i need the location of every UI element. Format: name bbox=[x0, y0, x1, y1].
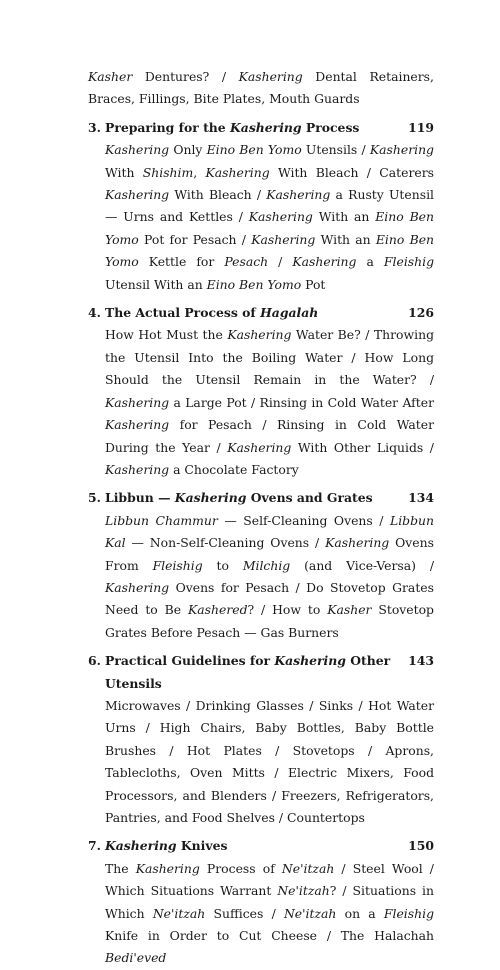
entry-number: 7. bbox=[88, 838, 101, 854]
entry-title: Practical Guidelines for Kashering Other Utensils bbox=[105, 653, 391, 691]
toc-entry-heading[interactable] bbox=[88, 487, 434, 509]
entry-title: Preparing for the Kashering Process bbox=[105, 119, 360, 135]
entry-description: Libbun Chammur — Self-Cleaning Ovens / Libbun Kal — Non-Self-Cleaning Ovens / Kashering Ovens From Fleishig to Milchig (and Vice-Versa) / Kashering Ovens for Pesach / Do Stovetop Grates Need to Be Kashered? / How to Kasher Stovetop Grates Before Pesach — Gas Burners bbox=[105, 512, 434, 640]
continued-entry-text: Kasher Dentures? / Kashering Dental Retainers, Braces, Fillings, Bite Plates, Mouth Guards bbox=[88, 69, 434, 107]
toc-entry-3 bbox=[88, 117, 434, 296]
table-of-contents bbox=[88, 66, 434, 970]
entry-title: Libbun — Kashering Ovens and Grates bbox=[105, 490, 373, 506]
entry-description: Kashering Only Eino Ben Yomo Utensils / Kashering With Shishim, Kashering With Bleach / Caterers Kashering With Bleach / Kashering a Rusty Utensil — Urns and Kettles / Kashering With an Eino Ben Yomo Pot for Pesach / Kashering With an Eino Ben Yomo Kettle for Pesach / Kashering a Fleishig Utensil With an Eino Ben Yomo Pot bbox=[105, 142, 435, 292]
toc-entry-5 bbox=[88, 487, 434, 644]
entry-description: The Kashering Process of Ne'itzah / Steel Wool / Which Situations Warrant Ne'itzah? / Situations in Which Ne'itzah Suffices / Ne'itzah on a Fleishig Knife in Order to Cut Cheese / The Halachah Bedi'eved bbox=[105, 860, 434, 966]
toc-entry-heading[interactable] bbox=[88, 835, 434, 857]
toc-entry-heading[interactable] bbox=[88, 650, 434, 695]
entry-description: How Hot Must the Kashering Water Be? / Throwing the Utensil Into the Boiling Water / How Long Should the Utensil Remain in the Water? / Kashering a Large Pot / Rinsing in Cold Water After Kashering for Pesach / Rinsing in Cold Water During the Year / Kashering With Other Liquids / Kashering a Chocolate Factory bbox=[105, 327, 434, 477]
entry-number: 4. bbox=[88, 305, 101, 321]
entry-page-number: 143 bbox=[408, 653, 434, 669]
entry-page-number: 150 bbox=[408, 838, 434, 854]
toc-entry-7 bbox=[88, 835, 434, 969]
entry-title: Kashering Knives bbox=[105, 838, 228, 854]
entry-page-number: 134 bbox=[408, 490, 434, 506]
toc-entry-4 bbox=[88, 302, 434, 481]
entry-page-number: 126 bbox=[408, 305, 434, 321]
toc-entry-6 bbox=[88, 650, 434, 829]
entry-page-number: 119 bbox=[408, 119, 434, 135]
toc-entry-heading[interactable] bbox=[88, 117, 434, 139]
entry-number: 3. bbox=[88, 119, 101, 135]
toc-entries bbox=[88, 117, 434, 970]
entry-number: 5. bbox=[88, 490, 101, 506]
toc-entry-heading[interactable] bbox=[88, 302, 434, 324]
entry-title: The Actual Process of Hagalah bbox=[105, 305, 319, 321]
entry-description: Microwaves / Drinking Glasses / Sinks / Hot Water Urns / High Chairs, Baby Bottles, Baby Bottle Brushes / Hot Plates / Stovetops / Aprons, Tablecloths, Oven Mitts / Electric Mixers, Food Processors, and Blenders / Freezers, Refrigerators, Pantries, and Food Shelves / Countertops bbox=[105, 697, 434, 825]
entry-number: 6. bbox=[88, 653, 101, 669]
